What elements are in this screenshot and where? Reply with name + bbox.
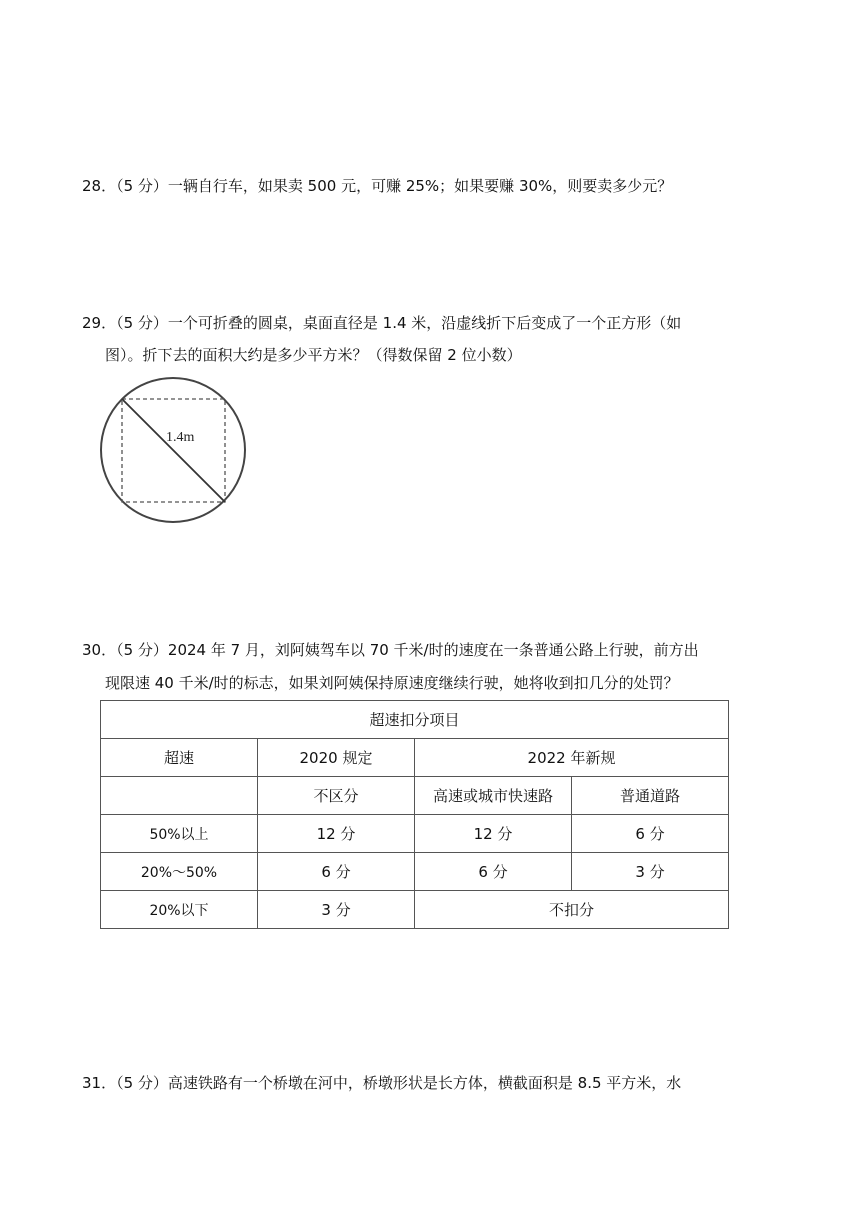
table-cell: 12 分	[415, 815, 572, 853]
subheader-no-distinction: 不区分	[258, 777, 415, 815]
table-cell: 6 分	[415, 853, 572, 891]
table-cell: 3 分	[258, 891, 415, 929]
question-29-line-1: 29．（5 分）一个可折叠的圆桌，桌面直径是 1.4 米，沿虚线折下后变成了一个正方形（如	[82, 314, 682, 332]
header-2020-rule: 2020 规定	[258, 739, 415, 777]
header-speeding: 超速	[101, 739, 258, 777]
subheader-empty	[101, 777, 258, 815]
table-row	[101, 815, 729, 853]
table-cell: 6 分	[572, 815, 729, 853]
table-cell: 3 分	[572, 853, 729, 891]
table-title-row	[101, 701, 729, 739]
row-label: 50%以上	[101, 815, 258, 853]
question-28: 28．（5 分）一辆自行车，如果卖 500 元，可赚 25%；如果要赚 30%，则要卖多少元？	[82, 177, 673, 195]
diameter-line	[122, 399, 225, 502]
table-cell: 6 分	[258, 853, 415, 891]
subheader-highway: 高速或城市快速路	[415, 777, 572, 815]
table-row	[101, 891, 729, 929]
question-30-line-1: 30．（5 分）2024 年 7 月，刘阿姨驾车以 70 千米/时的速度在一条普通公路上行驶，前方出	[82, 641, 699, 659]
diameter-label: 1.4m	[166, 430, 195, 445]
row-label: 20%～50%	[101, 853, 258, 891]
subheader-ordinary-road: 普通道路	[572, 777, 729, 815]
table-title: 超速扣分项目	[101, 701, 729, 739]
folding-table-figure	[96, 376, 252, 526]
question-29-line-2: 图）。折下去的面积大约是多少平方米？（得数保留 2 位小数）	[105, 346, 522, 364]
header-2022-rule: 2022 年新规	[415, 739, 729, 777]
question-31: 31．（5 分）高速铁路有一个桥墩在河中，桥墩形状是长方体，横截面积是 8.5 平方米，水	[82, 1074, 682, 1092]
table-header-row	[101, 739, 729, 777]
table-cell: 不扣分	[415, 891, 729, 929]
speeding-penalty-table	[100, 700, 729, 929]
table-row	[101, 853, 729, 891]
table-cell: 12 分	[258, 815, 415, 853]
row-label: 20%以下	[101, 891, 258, 929]
question-30-line-2: 现限速 40 千米/时的标志，如果刘阿姨保持原速度继续行驶，她将收到扣几分的处罚？	[105, 674, 679, 692]
table-subheader-row	[101, 777, 729, 815]
